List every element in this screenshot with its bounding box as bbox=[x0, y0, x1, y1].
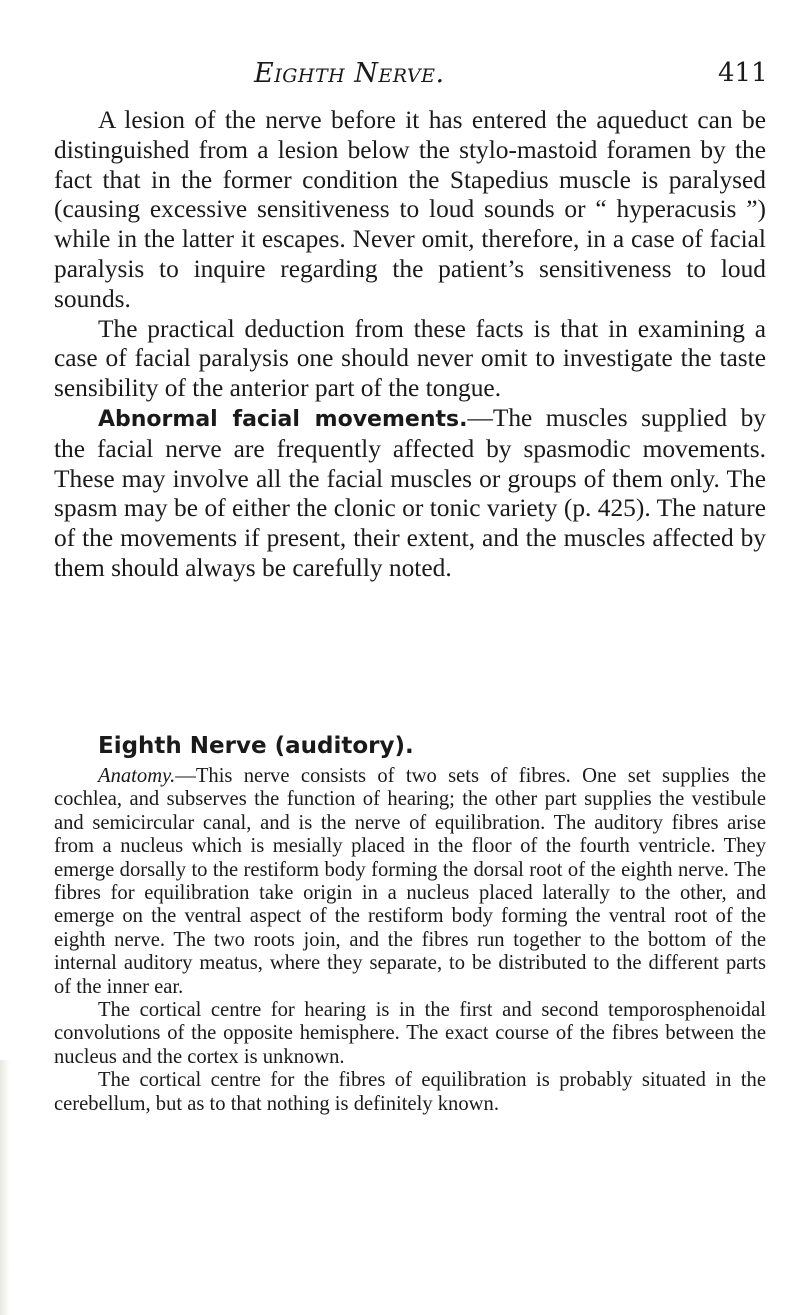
anatomy-text: —This nerve consists of two sets of fibres. One set supplies the cochlea, and subserves the function of hearing; the other part supplies the vestibule and semicircular canal, and is the nerve of equilibration. The auditory fibres arise from a nucleus which is mesially placed in the floor of the fourth ventricle. They emerge dorsally to the restiform body forming the dorsal root of the eighth nerve. The fibres for equilibration take origin in a nucleus placed laterally to the other, and emerge on the ventral aspect of the restiform body forming the ventral root of the eighth nerve. The two roots join, and the fibres run together to the bottom of the internal auditory meatus, where they separate, to be distributed to the different parts of the inner ear. bbox=[54, 765, 766, 998]
main-text-large bbox=[54, 106, 766, 584]
paragraph-practical-deduction: The practical deduction from these facts is that in examining a case of facial paralysis one should never omit to investigate the taste sensibility of the anterior part of the tongue. bbox=[54, 314, 766, 403]
anatomy-label: Anatomy. bbox=[98, 765, 176, 787]
main-text-small bbox=[54, 765, 766, 1116]
page-number: 411 bbox=[718, 58, 768, 88]
paragraph-cortical-hearing: The cortical centre for hearing is in the first and second temporosphenoidal convolutions of the opposite hemisphere. The exact course of the fibres between the nucleus and the cortex is unknown. bbox=[54, 999, 766, 1068]
abnormal-movements-text: —The muscles supplied by the facial nerve are frequently affected by spasmodic movements. These may involve all the facial muscles or groups of them only. The spasm may be of either the clonic or tonic variety (p. 425). The nature of the movements if present, their extent, and the muscles affected by them should always be carefully noted. bbox=[54, 403, 766, 582]
running-head-title: Eighth Nerve. bbox=[254, 58, 445, 89]
eighth-nerve-heading: Eighth Nerve (auditory). bbox=[98, 733, 414, 759]
eighth-nerve-heading-wrap bbox=[54, 731, 766, 761]
paragraph-cortical-equilibration: The cortical centre for the fibres of equilibration is probably situated in the cerebellum, but as to that nothing is definitely known. bbox=[54, 1069, 766, 1115]
page-edge-shadow bbox=[0, 1060, 10, 1315]
paragraph-lesion: A lesion of the nerve before it has entered the aqueduct can be distinguished from a lesion below the stylo-mastoid foramen by the fact that in the former condition the Stapedius muscle is paralysed (causing excessive sensitiveness to loud sounds or “ hyperacusis ”) while in the latter it escapes. Never omit, therefore, in a case of facial paralysis to inquire regarding the patient’s sensitiveness to loud sounds. bbox=[54, 106, 766, 313]
paragraph-anatomy bbox=[54, 765, 766, 999]
abnormal-movements-heading: Abnormal facial movements. bbox=[98, 406, 468, 432]
running-head bbox=[0, 58, 801, 98]
paragraph-abnormal-movements bbox=[54, 404, 766, 584]
